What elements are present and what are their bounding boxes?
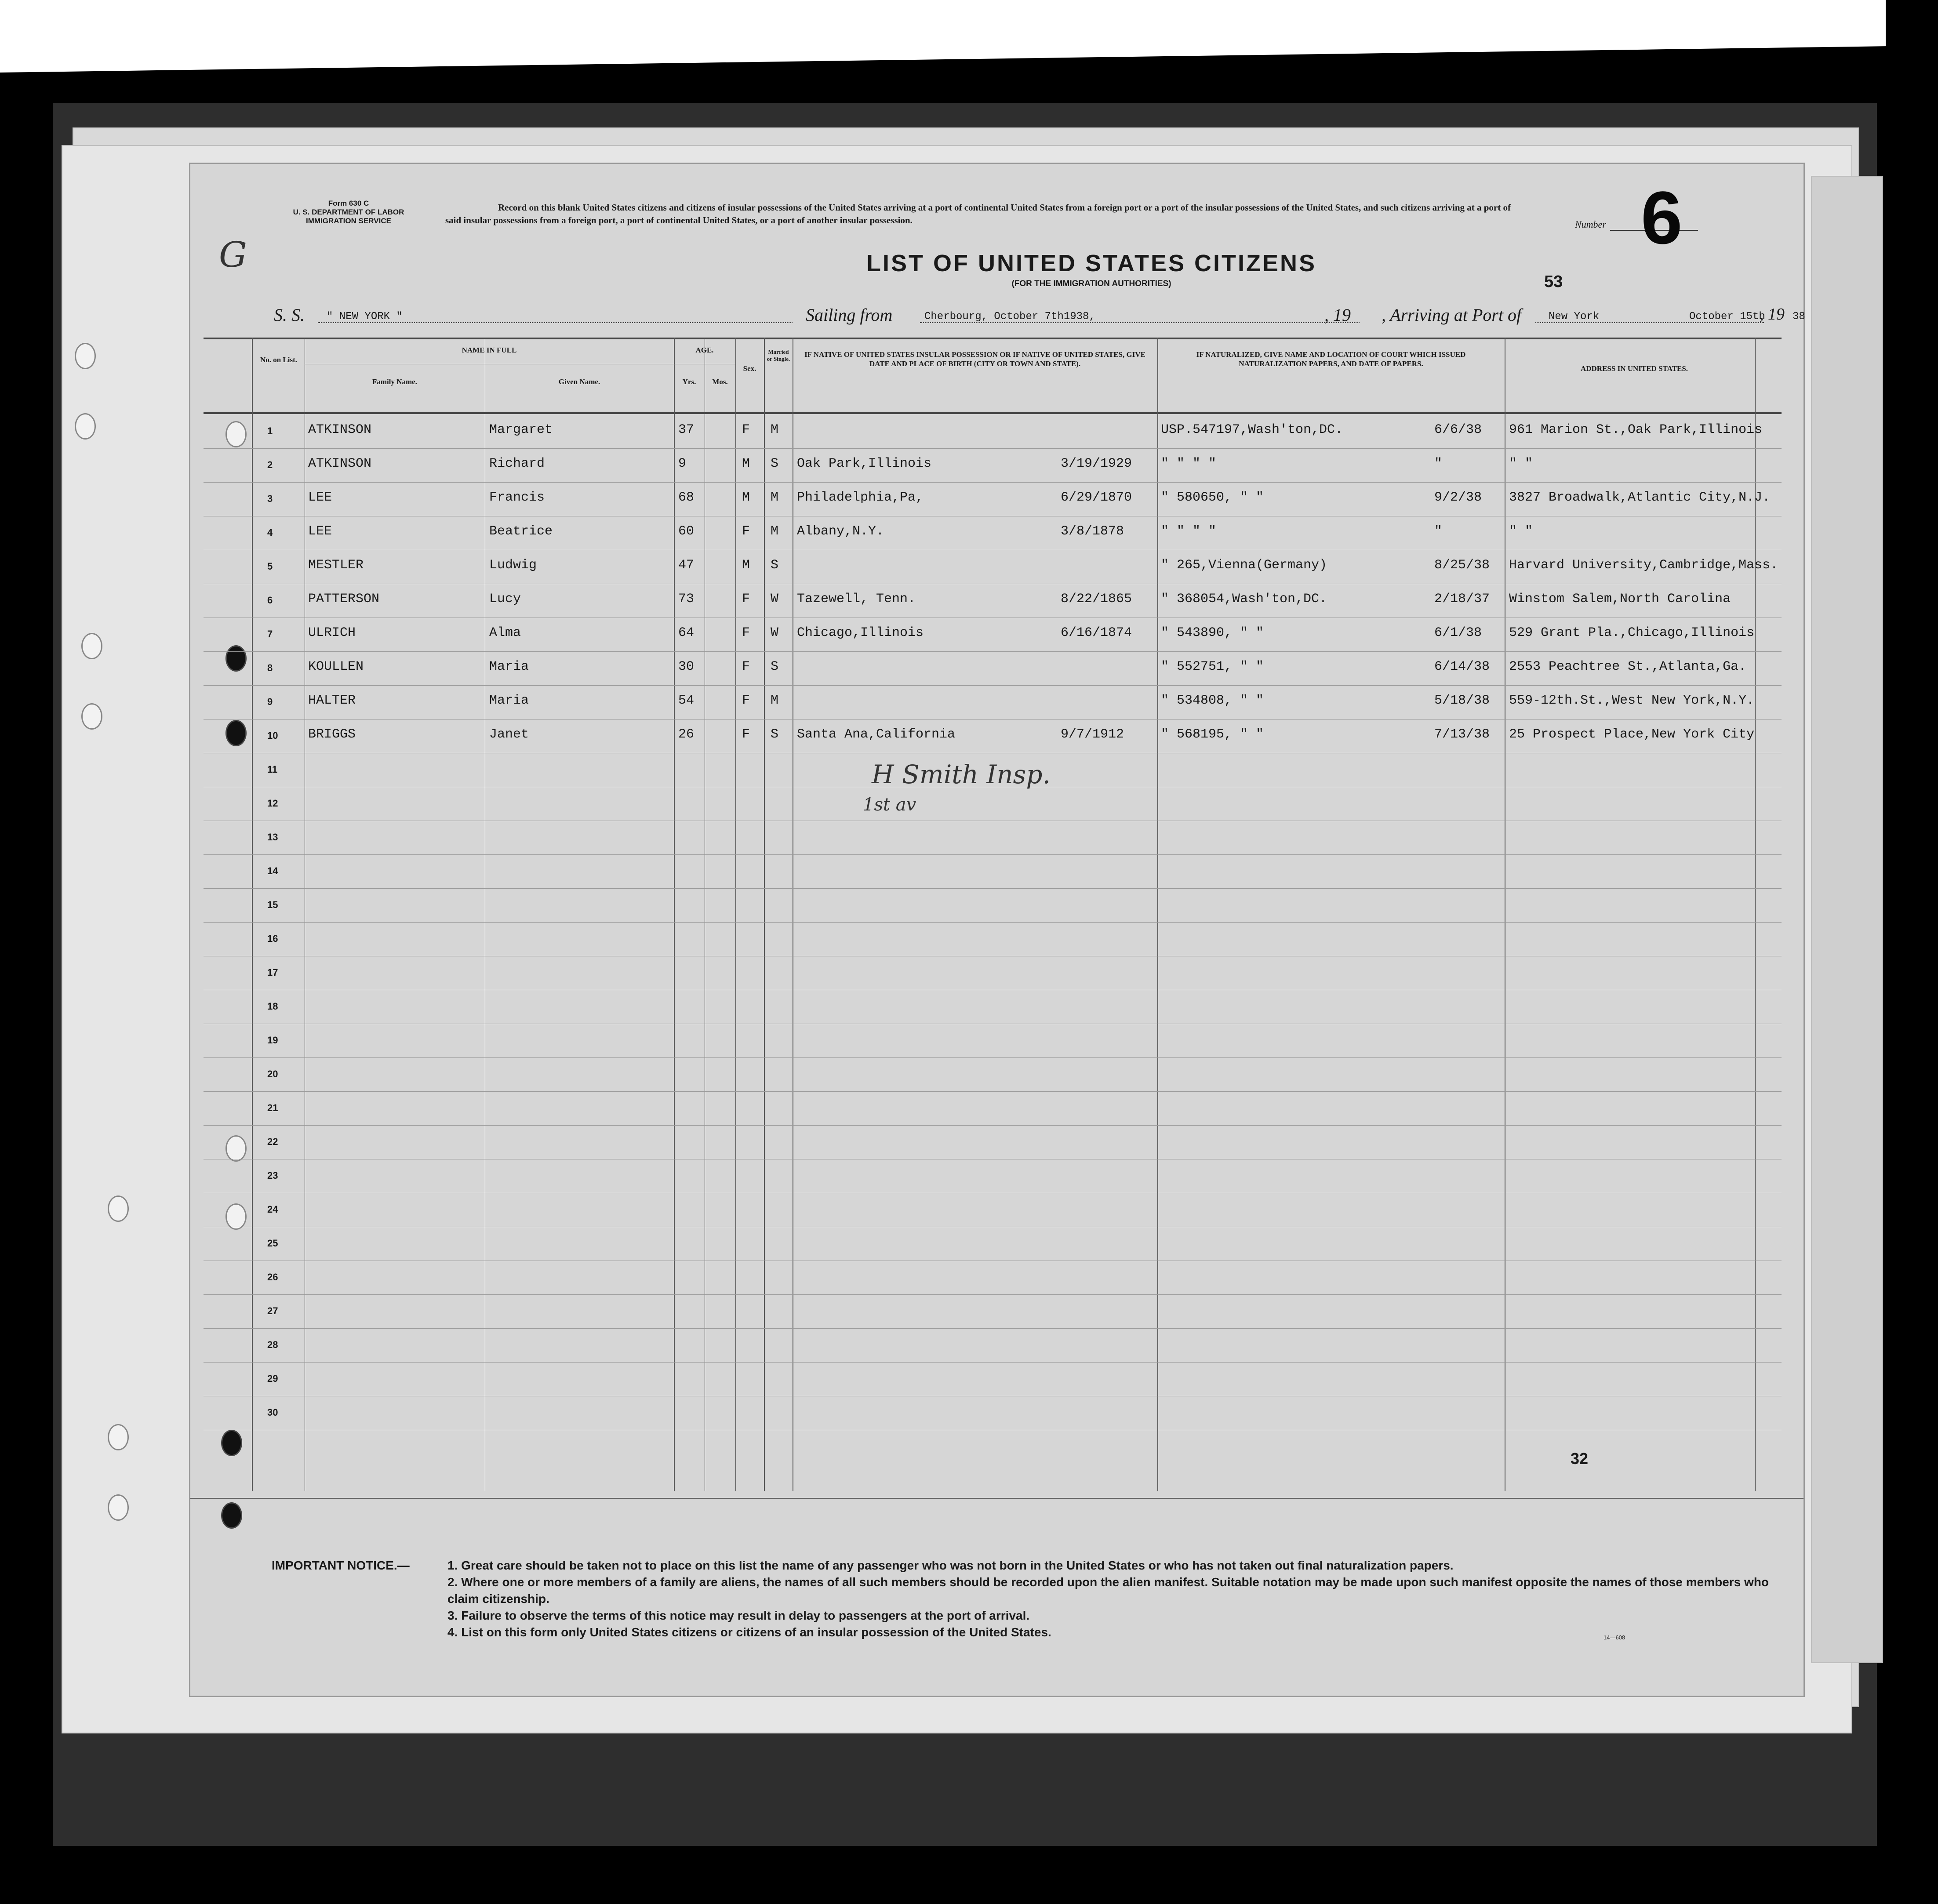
- age-years-cell: 26: [678, 727, 694, 742]
- blank-row: [204, 1159, 1782, 1193]
- age-years-cell: 64: [678, 625, 694, 640]
- row-number: 29: [267, 1373, 278, 1384]
- given-name-cell: Richard: [489, 456, 545, 471]
- header-rule: [204, 412, 1782, 414]
- family-name-cell: LEE: [308, 524, 332, 539]
- intro-text: Record on this blank United States citizens and citizens of insular possessions of the United States arriving at a port of continental United States from a foreign port or a port of the insular possessions of the United States, and such citizens arriving at a port of said insular possessions from a foreign port, a port of continental United States, or a port of another insular possession.: [445, 202, 1511, 225]
- header-naturalized: IF NATURALIZED, GIVE NAME AND LOCATION OF COURT WHICH ISSUED NATURALIZATION PAPERS, AND DATE OF PAPERS.: [1196, 350, 1466, 368]
- ship-name: " NEW YORK ": [327, 311, 403, 323]
- form-identifier: [269, 199, 428, 225]
- birth-date-cell: 6/29/1870: [1061, 490, 1132, 505]
- birth-date-cell: 6/16/1874: [1061, 625, 1132, 640]
- marital-status-cell: S: [771, 659, 779, 674]
- arrival-year: 38: [1793, 311, 1805, 323]
- age-years-cell: 54: [678, 693, 694, 708]
- naturalization-cell: " 568195, " ": [1161, 727, 1264, 742]
- header-given-name: Given Name.: [558, 378, 600, 386]
- row-number: 22: [267, 1136, 278, 1147]
- manifest-sheet: [189, 163, 1805, 1697]
- blank-row: [204, 888, 1782, 922]
- footer-rule: [190, 1498, 1803, 1499]
- given-name-cell: Francis: [489, 490, 545, 505]
- table-row: [204, 685, 1782, 719]
- row-number: 7: [267, 629, 273, 640]
- naturalization-date-cell: 6/1/38: [1434, 625, 1482, 640]
- family-name-cell: ATKINSON: [308, 456, 372, 471]
- birth-date-cell: 8/22/1865: [1061, 592, 1132, 607]
- sailing-label: Sailing from: [806, 305, 893, 325]
- binder-hole: [75, 343, 96, 369]
- blank-row: [204, 1057, 1782, 1091]
- address-cell: 3827 Broadwalk,Atlantic City,N.J.: [1509, 490, 1771, 505]
- family-name-cell: MESTLER: [308, 558, 364, 573]
- row-number: 15: [267, 899, 278, 910]
- given-name-cell: Ludwig: [489, 558, 537, 573]
- table-row: [204, 550, 1782, 584]
- age-years-cell: 68: [678, 490, 694, 505]
- address-cell: 529 Grant Pla.,Chicago,Illinois: [1509, 625, 1755, 640]
- row-number: 14: [267, 865, 278, 876]
- table-row: [204, 584, 1782, 618]
- family-name-cell: BRIGGS: [308, 727, 356, 742]
- naturalization-date-cell: 6/14/38: [1434, 659, 1490, 674]
- marital-status-cell: W: [771, 625, 779, 640]
- naturalization-date-cell: 9/2/38: [1434, 490, 1482, 505]
- row-number: 10: [267, 730, 278, 741]
- header-name-in-full: NAME IN FULL: [462, 346, 517, 354]
- blank-row: [204, 1362, 1782, 1396]
- header-no: No. on List.: [260, 356, 298, 364]
- family-name-cell: LEE: [308, 490, 332, 505]
- binder-hole: [221, 1502, 242, 1529]
- age-years-cell: 30: [678, 659, 694, 674]
- address-cell: Winstom Salem,North Carolina: [1509, 592, 1731, 607]
- naturalization-cell: " 552751, " ": [1161, 659, 1264, 674]
- naturalization-date-cell: 8/25/38: [1434, 558, 1490, 573]
- footer-number: 32: [1571, 1450, 1589, 1468]
- row-number: 5: [267, 561, 273, 572]
- notice-item: 3. Failure to observe the terms of this notice may result in delay to passengers at the port of arrival.: [447, 1609, 1030, 1622]
- age-years-cell: 47: [678, 558, 694, 573]
- header-yrs: Yrs.: [682, 378, 696, 386]
- header-married: Married or Single.: [767, 349, 790, 362]
- row-number: 6: [267, 595, 273, 606]
- birth-place-cell: Chicago,Illinois: [797, 625, 924, 640]
- address-cell: 2553 Peachtree St.,Atlanta,Ga.: [1509, 659, 1747, 674]
- blank-row: [204, 956, 1782, 990]
- naturalization-cell: " 534808, " ": [1161, 693, 1264, 708]
- age-years-cell: 60: [678, 524, 694, 539]
- row-number: 17: [267, 967, 278, 978]
- header-address: ADDRESS IN UNITED STATES.: [1580, 364, 1688, 373]
- row-number: 18: [267, 1001, 278, 1012]
- naturalization-date-cell: 7/13/38: [1434, 727, 1490, 742]
- inspector-note-2: 1st av: [863, 795, 916, 815]
- family-name-cell: ATKINSON: [308, 422, 372, 437]
- blank-row: [204, 990, 1782, 1024]
- family-name-cell: PATTERSON: [308, 592, 380, 607]
- naturalization-date-cell: 6/6/38: [1434, 422, 1482, 437]
- marital-status-cell: M: [771, 524, 779, 539]
- citizens-table: [204, 338, 1782, 1491]
- blank-row: [204, 1193, 1782, 1227]
- sailing-value: Cherbourg, October 7th1938,: [924, 311, 1095, 323]
- blank-row: [204, 1024, 1782, 1057]
- birth-place-cell: Albany,N.Y.: [797, 524, 884, 539]
- voyage-line: [274, 305, 1805, 327]
- binder-hole: [108, 1494, 129, 1521]
- blank-row: [204, 1294, 1782, 1328]
- notice-item: 1. Great care should be taken not to place on this list the name of any passenger who was not born in the United States or who has not taken out final naturalization papers.: [447, 1559, 1454, 1572]
- row-number: 23: [267, 1170, 278, 1181]
- header-mos: Mos.: [712, 378, 728, 386]
- blank-row: [204, 1125, 1782, 1159]
- given-name-cell: Lucy: [489, 592, 521, 607]
- row-number: 28: [267, 1339, 278, 1350]
- scanner-top-strip: [0, 0, 1886, 73]
- page-number: 53: [1544, 273, 1563, 291]
- row-number: 2: [267, 459, 273, 470]
- table-row: [204, 651, 1782, 685]
- row-number: 11: [267, 764, 278, 775]
- birth-date-cell: 3/8/1878: [1061, 524, 1124, 539]
- sex-cell: M: [742, 558, 750, 573]
- given-name-cell: Margaret: [489, 422, 553, 437]
- address-cell: Harvard University,Cambridge,Mass.: [1509, 558, 1778, 573]
- row-number: 4: [267, 527, 273, 538]
- notice-label: IMPORTANT NOTICE.—: [272, 1559, 410, 1572]
- naturalization-cell: " 543890, " ": [1161, 625, 1264, 640]
- naturalization-cell: USP.547197,Wash'ton,DC.: [1161, 422, 1343, 437]
- row-number: 13: [267, 832, 278, 843]
- marital-status-cell: S: [771, 558, 779, 573]
- naturalization-cell: " 265,Vienna(Germany): [1161, 558, 1327, 573]
- row-number: 1: [267, 425, 273, 436]
- row-number: 25: [267, 1238, 278, 1249]
- blank-row: [204, 787, 1782, 821]
- header-family-name: Family Name.: [372, 378, 417, 386]
- naturalization-cell: " 368054,Wash'ton,DC.: [1161, 592, 1327, 607]
- table-row: [204, 516, 1782, 550]
- sex-cell: F: [742, 727, 750, 742]
- blank-row: [204, 1261, 1782, 1294]
- family-name-cell: ULRICH: [308, 625, 356, 640]
- given-name-cell: Janet: [489, 727, 529, 742]
- address-cell: 559-12th.St.,West New York,N.Y.: [1509, 693, 1755, 708]
- marital-status-cell: M: [771, 422, 779, 437]
- ship-underline: [318, 322, 793, 323]
- sex-cell: M: [742, 490, 750, 505]
- sex-cell: F: [742, 659, 750, 674]
- inspector-note: H Smith Insp.: [872, 759, 1051, 789]
- address-cell: 961 Marion St.,Oak Park,Illinois: [1509, 422, 1763, 437]
- table-row: [204, 719, 1782, 753]
- ss-label: S. S.: [274, 305, 305, 325]
- age-years-cell: 73: [678, 592, 694, 607]
- binder-hole: [75, 413, 96, 440]
- table-row: [204, 482, 1782, 516]
- notice-item: 2. Where one or more members of a family are aliens, the names of all such members should be recorded upon the alien manifest. Suitable notation may be made upon such manifest opposite the names of those members who claim citizenship.: [447, 1575, 1769, 1606]
- naturalization-date-cell: 5/18/38: [1434, 693, 1490, 708]
- birth-date-cell: 9/7/1912: [1061, 727, 1124, 742]
- form-id: Form 630 C: [328, 199, 369, 207]
- binder-hole: [108, 1424, 129, 1450]
- address-cell: " ": [1509, 524, 1533, 539]
- number-label: Number: [1575, 219, 1606, 230]
- arrival-year-label: , 19: [1760, 305, 1785, 323]
- row-number: 3: [267, 493, 273, 504]
- given-name-cell: Alma: [489, 625, 521, 640]
- service: IMMIGRATION SERVICE: [306, 217, 391, 225]
- row-number: 12: [267, 798, 278, 809]
- arriving-label: , Arriving at Port of: [1382, 305, 1522, 325]
- birth-place-cell: Tazewell, Tenn.: [797, 592, 916, 607]
- naturalization-date-cell: ": [1434, 524, 1443, 539]
- naturalization-date-cell: ": [1434, 456, 1443, 471]
- header-birth: IF NATIVE OF UNITED STATES INSULAR POSSESSION OR IF NATIVE OF UNITED STATES, GIVE DATE AND PLACE OF BIRTH (CITY OR TOWN AND STATE).: [804, 350, 1145, 368]
- given-name-cell: Beatrice: [489, 524, 553, 539]
- arrival-port: New York: [1549, 311, 1600, 323]
- blank-row: [204, 1091, 1782, 1125]
- table-row: [204, 448, 1782, 482]
- family-name-cell: KOULLEN: [308, 659, 364, 674]
- blank-row: [204, 1328, 1782, 1362]
- arrival-date: October 15th: [1689, 311, 1765, 323]
- row-number: 21: [267, 1102, 278, 1113]
- table-row: [204, 618, 1782, 651]
- age-years-cell: 37: [678, 422, 694, 437]
- sex-cell: M: [742, 456, 750, 471]
- birth-place-cell: Philadelphia,Pa,: [797, 490, 924, 505]
- sex-cell: F: [742, 592, 750, 607]
- naturalization-cell: " " " ": [1161, 524, 1217, 539]
- notice-item: 4. List on this form only United States citizens or citizens of an insular possession of the United States.: [447, 1625, 1051, 1639]
- document-subtitle: (FOR THE IMMIGRATION AUTHORITIES): [1011, 279, 1171, 288]
- print-code: 14—608: [1603, 1634, 1625, 1641]
- sex-cell: F: [742, 524, 750, 539]
- birth-date-cell: 3/19/1929: [1061, 456, 1132, 471]
- blank-row: [204, 1227, 1782, 1261]
- row-number: 16: [267, 933, 278, 944]
- row-number: 26: [267, 1272, 278, 1283]
- handwritten-mark: G: [219, 234, 247, 275]
- blank-row: [204, 854, 1782, 888]
- row-number: 20: [267, 1068, 278, 1079]
- department: U. S. DEPARTMENT OF LABOR: [293, 208, 404, 216]
- document-title: LIST OF UNITED STATES CITIZENS: [866, 250, 1316, 276]
- naturalization-cell: " 580650, " ": [1161, 490, 1264, 505]
- birth-place-cell: Santa Ana,California: [797, 727, 956, 742]
- arrival-underline: [1535, 322, 1764, 323]
- marital-status-cell: M: [771, 693, 779, 708]
- year-label: , 19: [1324, 305, 1351, 325]
- address-cell: 25 Prospect Place,New York City: [1509, 727, 1755, 742]
- binder-hole: [81, 703, 102, 730]
- table-row: [204, 414, 1782, 448]
- marital-status-cell: S: [771, 727, 779, 742]
- given-name-cell: Maria: [489, 693, 529, 708]
- sailing-underline: [920, 322, 1360, 323]
- given-name-cell: Maria: [489, 659, 529, 674]
- row-number: 19: [267, 1035, 278, 1046]
- binder-hole: [81, 633, 102, 659]
- binder-hole: [108, 1195, 129, 1222]
- sex-cell: F: [742, 422, 750, 437]
- underlying-sheet-edges: [1811, 176, 1883, 1663]
- blank-row: [204, 1396, 1782, 1430]
- blank-row: [204, 821, 1782, 854]
- naturalization-cell: " " " ": [1161, 456, 1217, 471]
- sex-cell: F: [742, 625, 750, 640]
- row-number: 30: [267, 1407, 278, 1418]
- marital-status-cell: M: [771, 490, 779, 505]
- table-top-rule: [204, 338, 1782, 339]
- birth-place-cell: Oak Park,Illinois: [797, 456, 932, 471]
- address-cell: " ": [1509, 456, 1533, 471]
- row-number: 9: [267, 696, 273, 707]
- marital-status-cell: W: [771, 592, 779, 607]
- family-name-cell: HALTER: [308, 693, 356, 708]
- row-number: 27: [267, 1305, 278, 1316]
- header-sex: Sex.: [743, 364, 756, 373]
- naturalization-date-cell: 2/18/37: [1434, 592, 1490, 607]
- sheet-number: 6: [1641, 176, 1683, 260]
- row-number: 24: [267, 1204, 278, 1215]
- age-years-cell: 9: [678, 456, 687, 471]
- sex-cell: F: [742, 693, 750, 708]
- header-age: AGE.: [695, 346, 714, 354]
- marital-status-cell: S: [771, 456, 779, 471]
- blank-row: [204, 922, 1782, 956]
- row-number: 8: [267, 662, 273, 673]
